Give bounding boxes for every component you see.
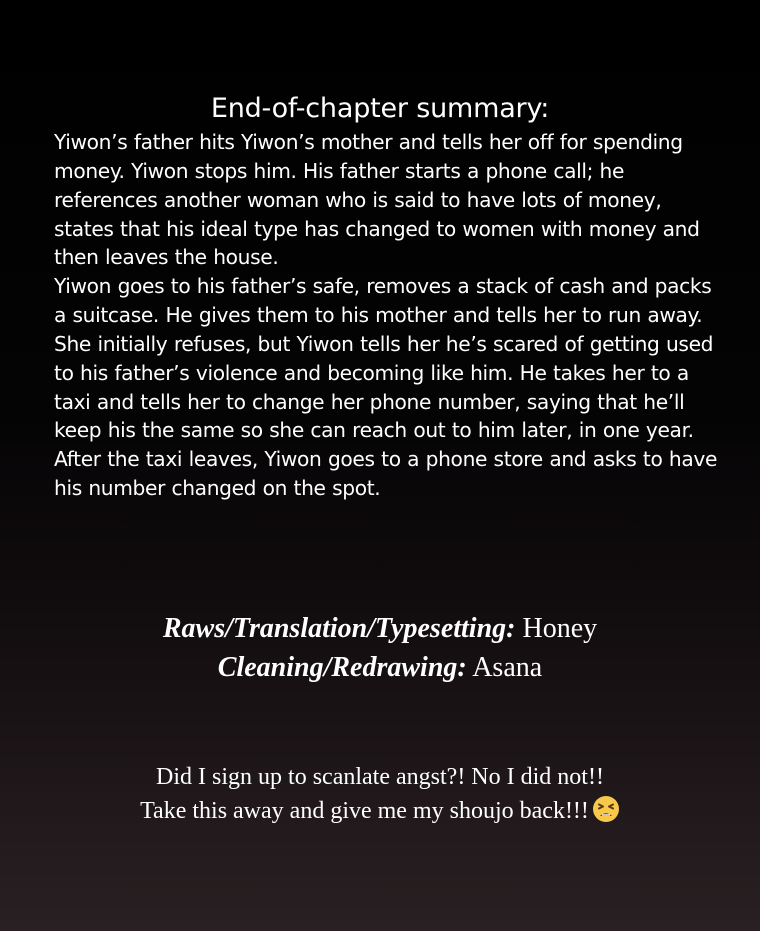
summary-paragraph: After the taxi leaves, Yiwon goes to a phone store and asks to have his number changed on the spot. [54, 447, 718, 501]
credit-line-cleaning [0, 648, 760, 687]
summary-paragraph: Yiwon’s father hits Yiwon’s mother and tells her off for spending money. Yiwon stops him. His father starts a phone call; he references another woman who is said to have lots of money, states that his ideal type has changed to women with money and then leaves the house. [54, 130, 700, 270]
note-line-1: Did I sign up to scanlate angst?! No I did not!! [156, 764, 604, 790]
note-line-2 [0, 794, 760, 828]
credit-line-raws [0, 609, 760, 648]
summary-paragraph: Yiwon goes to his father’s safe, removes a stack of cash and packs a suitcase. He gives them to his mother and tells her to run away. She initially refuses, but Yiwon tells her he’s scared of getting used to his father’s violence and becoming like him. He takes her to a taxi and tells her to change her phone number, saying that he’ll keep his the same so she can reach out to him later, in one year. [54, 274, 714, 443]
summary-title: End-of-chapter summary: [210, 93, 550, 124]
summary-body [54, 128, 724, 503]
credit-name: Honey [522, 613, 598, 644]
credit-label: Raws/Translation/Typesetting: [162, 613, 516, 644]
tired-face-emoji-icon [592, 795, 620, 823]
credit-label: Cleaning/Redrawing: [217, 652, 467, 683]
note-line-2-text: Take this away and give me my shoujo back!!! [140, 798, 589, 824]
credits [0, 609, 760, 687]
translator-note [0, 760, 760, 828]
credit-name: Asana [472, 652, 543, 683]
